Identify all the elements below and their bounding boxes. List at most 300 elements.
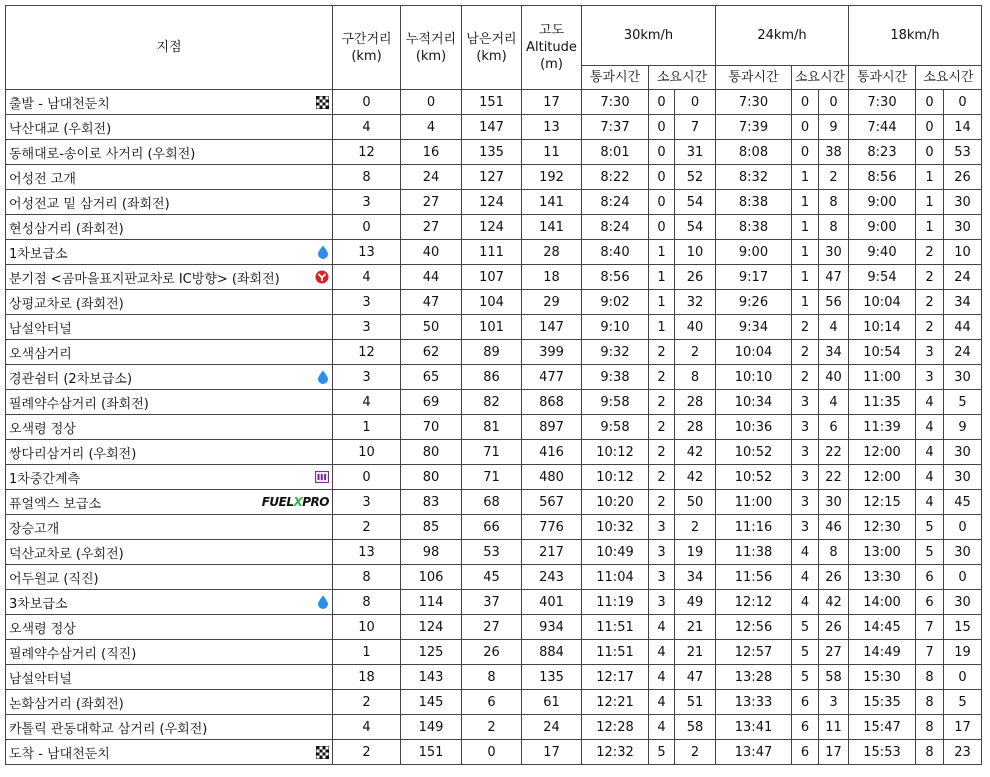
cumulative-distance-cell: 85	[401, 515, 462, 540]
pass-time-30-cell: 10:12	[582, 440, 649, 465]
elapsed-hours-30-cell: 0	[649, 115, 675, 140]
altitude-cell: 135	[522, 665, 582, 690]
pass-time-30-cell: 11:19	[582, 590, 649, 615]
checkpoint-name-cell	[6, 640, 333, 665]
pass-time-30-cell: 7:37	[582, 115, 649, 140]
elapsed-hours-30-cell: 4	[649, 715, 675, 740]
pass-time-30-cell: 11:04	[582, 565, 649, 590]
elapsed-hours-30-cell: 0	[649, 190, 675, 215]
elapsed-minutes-30-cell: 42	[675, 465, 716, 490]
elapsed-minutes-30-cell: 42	[675, 440, 716, 465]
cumulative-distance-cell: 27	[401, 215, 462, 240]
checkpoint-name: 장승고개	[9, 521, 60, 537]
fuelxpro-logo	[262, 495, 329, 509]
pass-time-30-cell: 11:51	[582, 640, 649, 665]
cumulative-distance-cell: 47	[401, 290, 462, 315]
segment-distance-cell: 4	[333, 715, 401, 740]
elapsed-minutes-30-cell: 28	[675, 390, 716, 415]
elapsed-hours-30-cell: 0	[649, 90, 675, 115]
table-row	[6, 440, 982, 465]
elapsed-hours-18-cell: 1	[916, 165, 944, 190]
segment-distance-cell: 13	[333, 240, 401, 265]
checkpoint-name-cell	[6, 215, 333, 240]
altitude-cell: 776	[522, 515, 582, 540]
remaining-distance-cell: 2	[462, 715, 522, 740]
elapsed-minutes-30-cell: 54	[675, 215, 716, 240]
cumulative-distance-cell: 114	[401, 590, 462, 615]
segment-distance-cell: 12	[333, 140, 401, 165]
elapsed-hours-18-cell: 4	[916, 465, 944, 490]
elapsed-hours-18-cell: 0	[916, 90, 944, 115]
elapsed-minutes-18-cell: 0	[944, 90, 982, 115]
elapsed-hours-18-cell: 5	[916, 540, 944, 565]
remaining-distance-cell: 151	[462, 90, 522, 115]
elapsed-hours-18-cell: 0	[916, 140, 944, 165]
elapsed-minutes-30-cell: 21	[675, 640, 716, 665]
table-row	[6, 490, 982, 515]
table-row	[6, 640, 982, 665]
elapsed-hours-18-cell: 4	[916, 440, 944, 465]
table-row	[6, 240, 982, 265]
segment-distance-cell: 10	[333, 615, 401, 640]
elapsed-hours-24-cell: 5	[792, 615, 819, 640]
checkpoint-name-cell	[6, 140, 333, 165]
elapsed-hours-30-cell: 4	[649, 665, 675, 690]
elapsed-minutes-24-cell: 8	[819, 215, 849, 240]
pass-time-30-cell: 8:24	[582, 190, 649, 215]
elapsed-hours-24-cell: 4	[792, 565, 819, 590]
pass-time-24-cell: 9:26	[716, 290, 792, 315]
elapsed-hours-30-cell: 2	[649, 465, 675, 490]
segment-distance-cell: 12	[333, 340, 401, 365]
elapsed-hours-18-cell: 3	[916, 365, 944, 390]
remaining-distance-cell: 107	[462, 265, 522, 290]
elapsed-hours-24-cell: 2	[792, 365, 819, 390]
header-segment-label: 구간거리	[341, 31, 392, 47]
checkered-flag-icon	[316, 746, 329, 759]
elapsed-hours-24-cell: 1	[792, 215, 819, 240]
pass-time-30-cell: 12:17	[582, 665, 649, 690]
elapsed-minutes-18-cell: 30	[944, 465, 982, 490]
elapsed-minutes-18-cell: 14	[944, 115, 982, 140]
header-altitude-en: Altitude	[526, 40, 577, 55]
segment-distance-cell: 8	[333, 565, 401, 590]
segment-distance-cell: 0	[333, 215, 401, 240]
elapsed-minutes-30-cell: 8	[675, 365, 716, 390]
pass-time-24-cell: 11:16	[716, 515, 792, 540]
altitude-cell: 401	[522, 590, 582, 615]
pass-time-24-cell: 13:28	[716, 665, 792, 690]
elapsed-minutes-18-cell: 30	[944, 190, 982, 215]
checkpoint-name: 쌍다리삼거리 (우회전)	[9, 446, 137, 462]
checkpoint-name-cell	[6, 265, 333, 290]
checkpoint-name: 덕산교차로 (우회전)	[9, 546, 124, 562]
pass-time-30-cell: 10:32	[582, 515, 649, 540]
header-cumulative-unit: (km)	[415, 48, 447, 64]
remaining-distance-cell: 111	[462, 240, 522, 265]
pass-time-18-cell: 15:53	[849, 740, 916, 765]
cumulative-distance-cell: 27	[401, 190, 462, 215]
elapsed-minutes-24-cell: 30	[819, 240, 849, 265]
checkpoint-name: 논화삼거리 (좌회전)	[9, 696, 124, 712]
elapsed-minutes-24-cell: 38	[819, 140, 849, 165]
checkpoint-name: 3차보급소	[9, 596, 68, 612]
table-row	[6, 265, 982, 290]
elapsed-minutes-30-cell: 58	[675, 715, 716, 740]
elapsed-hours-18-cell: 4	[916, 390, 944, 415]
pass-time-18-cell: 12:30	[849, 515, 916, 540]
header-name: 지점	[6, 6, 333, 90]
altitude-cell: 18	[522, 265, 582, 290]
pass-time-30-cell: 9:58	[582, 390, 649, 415]
remaining-distance-cell: 37	[462, 590, 522, 615]
checkpoint-name-cell	[6, 490, 333, 515]
header-segment-distance	[333, 6, 401, 90]
elapsed-minutes-24-cell: 30	[819, 490, 849, 515]
header-remaining-unit: (km)	[476, 48, 507, 64]
segment-distance-cell: 3	[333, 315, 401, 340]
elapsed-hours-30-cell: 4	[649, 690, 675, 715]
header-altitude-kr: 고도	[538, 23, 565, 38]
altitude-cell: 11	[522, 140, 582, 165]
cumulative-distance-cell: 40	[401, 240, 462, 265]
elapsed-hours-30-cell: 3	[649, 540, 675, 565]
header-segment-unit: (km)	[351, 48, 382, 64]
cumulative-distance-cell: 65	[401, 365, 462, 390]
elapsed-minutes-24-cell: 27	[819, 640, 849, 665]
pass-time-30-cell: 8:56	[582, 265, 649, 290]
elapsed-hours-24-cell: 0	[792, 115, 819, 140]
cumulative-distance-cell: 83	[401, 490, 462, 515]
water-drop-icon	[317, 245, 329, 259]
altitude-cell: 868	[522, 390, 582, 415]
pass-time-24-cell: 13:47	[716, 740, 792, 765]
pass-time-24-cell: 10:04	[716, 340, 792, 365]
checkpoint-name: 어성전 고개	[9, 171, 76, 187]
checkpoint-name-cell	[6, 190, 333, 215]
table-row	[6, 540, 982, 565]
checkpoint-name-cell	[6, 415, 333, 440]
elapsed-hours-30-cell: 4	[649, 615, 675, 640]
pass-time-24-cell: 9:17	[716, 265, 792, 290]
remaining-distance-cell: 68	[462, 490, 522, 515]
course-schedule-sheet	[5, 5, 982, 765]
elapsed-hours-24-cell: 1	[792, 165, 819, 190]
checkpoint-name-cell	[6, 590, 333, 615]
remaining-distance-cell: 66	[462, 515, 522, 540]
header-speed-24: 24km/h	[716, 6, 849, 66]
altitude-cell: 29	[522, 290, 582, 315]
checkpoint-name-cell	[6, 165, 333, 190]
elapsed-minutes-30-cell: 50	[675, 490, 716, 515]
pass-time-24-cell: 11:56	[716, 565, 792, 590]
table-row	[6, 515, 982, 540]
cumulative-distance-cell: 124	[401, 615, 462, 640]
elapsed-hours-24-cell: 0	[792, 90, 819, 115]
elapsed-minutes-18-cell: 17	[944, 715, 982, 740]
elapsed-minutes-18-cell: 30	[944, 540, 982, 565]
elapsed-hours-24-cell: 4	[792, 590, 819, 615]
fuel-logo-x: X	[293, 495, 303, 509]
remaining-distance-cell: 6	[462, 690, 522, 715]
checkpoint-name-cell	[6, 240, 333, 265]
pass-time-18-cell: 15:47	[849, 715, 916, 740]
elapsed-minutes-24-cell: 58	[819, 665, 849, 690]
altitude-cell: 243	[522, 565, 582, 590]
pass-time-18-cell: 7:30	[849, 90, 916, 115]
elapsed-hours-24-cell: 3	[792, 465, 819, 490]
segment-distance-cell: 3	[333, 365, 401, 390]
table-row	[6, 315, 982, 340]
pass-time-18-cell: 8:56	[849, 165, 916, 190]
elapsed-hours-18-cell: 5	[916, 515, 944, 540]
header-elapsed-30: 소요시간	[649, 66, 716, 90]
elapsed-minutes-30-cell: 31	[675, 140, 716, 165]
elapsed-hours-30-cell: 1	[649, 265, 675, 290]
elapsed-hours-18-cell: 7	[916, 615, 944, 640]
elapsed-hours-18-cell: 6	[916, 590, 944, 615]
elapsed-hours-24-cell: 6	[792, 690, 819, 715]
elapsed-hours-24-cell: 1	[792, 240, 819, 265]
elapsed-hours-18-cell: 2	[916, 315, 944, 340]
remaining-distance-cell: 147	[462, 115, 522, 140]
elapsed-hours-30-cell: 3	[649, 565, 675, 590]
elapsed-minutes-30-cell: 2	[675, 740, 716, 765]
checkered-flag-icon	[316, 96, 329, 109]
checkpoint-name-cell	[6, 665, 333, 690]
pass-time-24-cell: 7:30	[716, 90, 792, 115]
cumulative-distance-cell: 16	[401, 140, 462, 165]
elapsed-minutes-30-cell: 32	[675, 290, 716, 315]
altitude-cell: 217	[522, 540, 582, 565]
elapsed-hours-30-cell: 0	[649, 165, 675, 190]
pass-time-18-cell: 14:49	[849, 640, 916, 665]
elapsed-hours-18-cell: 8	[916, 715, 944, 740]
elapsed-minutes-30-cell: 2	[675, 340, 716, 365]
elapsed-hours-18-cell: 3	[916, 340, 944, 365]
elapsed-minutes-24-cell: 26	[819, 565, 849, 590]
pass-time-18-cell: 14:00	[849, 590, 916, 615]
checkpoint-name: 어두원교 (직진)	[9, 571, 99, 587]
pass-time-18-cell: 12:00	[849, 440, 916, 465]
fuel-logo-part: FUEL	[261, 495, 294, 509]
elapsed-minutes-30-cell: 10	[675, 240, 716, 265]
cumulative-distance-cell: 0	[401, 90, 462, 115]
pass-time-18-cell: 15:35	[849, 690, 916, 715]
elapsed-hours-18-cell: 2	[916, 240, 944, 265]
remaining-distance-cell: 89	[462, 340, 522, 365]
elapsed-minutes-18-cell: 53	[944, 140, 982, 165]
elapsed-hours-30-cell: 0	[649, 140, 675, 165]
segment-distance-cell: 1	[333, 640, 401, 665]
table-row	[6, 340, 982, 365]
pass-time-18-cell: 10:14	[849, 315, 916, 340]
pass-time-24-cell: 8:32	[716, 165, 792, 190]
pass-time-24-cell: 10:52	[716, 465, 792, 490]
cumulative-distance-cell: 44	[401, 265, 462, 290]
elapsed-hours-30-cell: 2	[649, 440, 675, 465]
pass-time-18-cell: 10:04	[849, 290, 916, 315]
elapsed-minutes-24-cell: 17	[819, 740, 849, 765]
elapsed-hours-24-cell: 5	[792, 665, 819, 690]
checkpoint-name-cell	[6, 115, 333, 140]
elapsed-hours-18-cell: 1	[916, 190, 944, 215]
elapsed-hours-30-cell: 2	[649, 340, 675, 365]
altitude-cell: 477	[522, 365, 582, 390]
pass-time-24-cell: 7:39	[716, 115, 792, 140]
checkpoint-name-cell	[6, 565, 333, 590]
cumulative-distance-cell: 62	[401, 340, 462, 365]
pass-time-24-cell: 10:36	[716, 415, 792, 440]
table-row	[6, 565, 982, 590]
segment-distance-cell: 0	[333, 90, 401, 115]
cumulative-distance-cell: 70	[401, 415, 462, 440]
altitude-cell: 399	[522, 340, 582, 365]
elapsed-hours-24-cell: 2	[792, 315, 819, 340]
altitude-cell: 13	[522, 115, 582, 140]
cumulative-distance-cell: 80	[401, 440, 462, 465]
elapsed-minutes-18-cell: 30	[944, 440, 982, 465]
header-speed-30: 30km/h	[582, 6, 716, 66]
checkpoint-name-cell	[6, 515, 333, 540]
checkpoint-name: 동해대로-송이로 사거리 (우회전)	[9, 146, 196, 162]
checkpoint-name-cell	[6, 290, 333, 315]
pass-time-18-cell: 13:00	[849, 540, 916, 565]
checkpoint-name: 오색령 정상	[9, 621, 76, 637]
checkpoint-name-cell	[6, 440, 333, 465]
elapsed-hours-24-cell: 3	[792, 390, 819, 415]
checkpoint-name-cell	[6, 690, 333, 715]
altitude-cell: 567	[522, 490, 582, 515]
header-elapsed-18: 소요시간	[916, 66, 982, 90]
segment-distance-cell: 3	[333, 190, 401, 215]
elapsed-hours-30-cell: 1	[649, 240, 675, 265]
pass-time-30-cell: 9:10	[582, 315, 649, 340]
header-speed-18: 18km/h	[849, 6, 982, 66]
elapsed-hours-24-cell: 3	[792, 515, 819, 540]
elapsed-hours-18-cell: 1	[916, 215, 944, 240]
elapsed-hours-18-cell: 8	[916, 740, 944, 765]
elapsed-minutes-18-cell: 23	[944, 740, 982, 765]
table-row	[6, 290, 982, 315]
cumulative-distance-cell: 98	[401, 540, 462, 565]
elapsed-minutes-18-cell: 26	[944, 165, 982, 190]
pass-time-30-cell: 12:28	[582, 715, 649, 740]
elapsed-hours-30-cell: 3	[649, 515, 675, 540]
table-row	[6, 215, 982, 240]
remaining-distance-cell: 81	[462, 415, 522, 440]
pass-time-24-cell: 10:34	[716, 390, 792, 415]
altitude-cell: 28	[522, 240, 582, 265]
segment-distance-cell: 4	[333, 390, 401, 415]
elapsed-minutes-30-cell: 40	[675, 315, 716, 340]
cumulative-distance-cell: 50	[401, 315, 462, 340]
elapsed-minutes-24-cell: 22	[819, 465, 849, 490]
elapsed-minutes-30-cell: 51	[675, 690, 716, 715]
elapsed-minutes-30-cell: 21	[675, 615, 716, 640]
elapsed-hours-18-cell: 7	[916, 640, 944, 665]
header-pass-time-24: 통과시간	[716, 66, 792, 90]
cumulative-distance-cell: 145	[401, 690, 462, 715]
remaining-distance-cell: 104	[462, 290, 522, 315]
remaining-distance-cell: 26	[462, 640, 522, 665]
remaining-distance-cell: 124	[462, 190, 522, 215]
checkpoint-name: 현성삼거리 (좌회전)	[9, 221, 124, 237]
elapsed-minutes-24-cell: 11	[819, 715, 849, 740]
checkpoint-name-cell	[6, 540, 333, 565]
checkpoint-name: 1차중간계측	[9, 471, 81, 487]
elapsed-minutes-30-cell: 0	[675, 90, 716, 115]
elapsed-minutes-30-cell: 47	[675, 665, 716, 690]
elapsed-minutes-18-cell: 34	[944, 290, 982, 315]
altitude-cell: 141	[522, 215, 582, 240]
elapsed-hours-24-cell: 6	[792, 740, 819, 765]
cumulative-distance-cell: 69	[401, 390, 462, 415]
checkpoint-name: 도착 - 남대천둔치	[9, 746, 110, 762]
cumulative-distance-cell: 143	[401, 665, 462, 690]
elapsed-hours-18-cell: 4	[916, 415, 944, 440]
pass-time-24-cell: 9:34	[716, 315, 792, 340]
elapsed-minutes-24-cell: 8	[819, 540, 849, 565]
elapsed-minutes-30-cell: 54	[675, 190, 716, 215]
pass-time-30-cell: 8:40	[582, 240, 649, 265]
table-row	[6, 365, 982, 390]
pass-time-18-cell: 12:00	[849, 465, 916, 490]
table-row	[6, 690, 982, 715]
table-row	[6, 165, 982, 190]
pass-time-30-cell: 10:20	[582, 490, 649, 515]
pass-time-18-cell: 10:54	[849, 340, 916, 365]
cumulative-distance-cell: 80	[401, 465, 462, 490]
checkpoint-name-cell	[6, 615, 333, 640]
altitude-cell: 897	[522, 415, 582, 440]
checkpoint-name: 1차보급소	[9, 246, 68, 262]
elapsed-minutes-24-cell: 56	[819, 290, 849, 315]
table-row	[6, 415, 982, 440]
elapsed-minutes-18-cell: 0	[944, 665, 982, 690]
fuel-logo-part: PRO	[302, 495, 329, 509]
elapsed-minutes-18-cell: 24	[944, 265, 982, 290]
pass-time-24-cell: 12:12	[716, 590, 792, 615]
elapsed-minutes-24-cell: 8	[819, 190, 849, 215]
segment-distance-cell: 13	[333, 540, 401, 565]
elapsed-minutes-18-cell: 9	[944, 415, 982, 440]
elapsed-hours-24-cell: 1	[792, 265, 819, 290]
altitude-cell: 147	[522, 315, 582, 340]
checkpoint-name: 퓨얼엑스 보급소	[9, 496, 102, 512]
header-remaining-distance	[462, 6, 522, 90]
elapsed-minutes-18-cell: 10	[944, 240, 982, 265]
pass-time-30-cell: 8:01	[582, 140, 649, 165]
pass-time-30-cell: 10:49	[582, 540, 649, 565]
elapsed-hours-30-cell: 1	[649, 315, 675, 340]
altitude-cell: 24	[522, 715, 582, 740]
pass-time-24-cell: 11:38	[716, 540, 792, 565]
checkpoint-name: 필례약수삼거리 (좌회전)	[9, 396, 149, 412]
cumulative-distance-cell: 151	[401, 740, 462, 765]
timing-mat-icon	[315, 471, 329, 483]
elapsed-minutes-30-cell: 28	[675, 415, 716, 440]
segment-distance-cell: 8	[333, 590, 401, 615]
elapsed-minutes-18-cell: 5	[944, 690, 982, 715]
elapsed-minutes-18-cell: 15	[944, 615, 982, 640]
elapsed-minutes-18-cell: 30	[944, 365, 982, 390]
pass-time-30-cell: 7:30	[582, 90, 649, 115]
elapsed-minutes-24-cell: 2	[819, 165, 849, 190]
pass-time-30-cell: 9:02	[582, 290, 649, 315]
pass-time-24-cell: 8:08	[716, 140, 792, 165]
elapsed-minutes-30-cell: 7	[675, 115, 716, 140]
